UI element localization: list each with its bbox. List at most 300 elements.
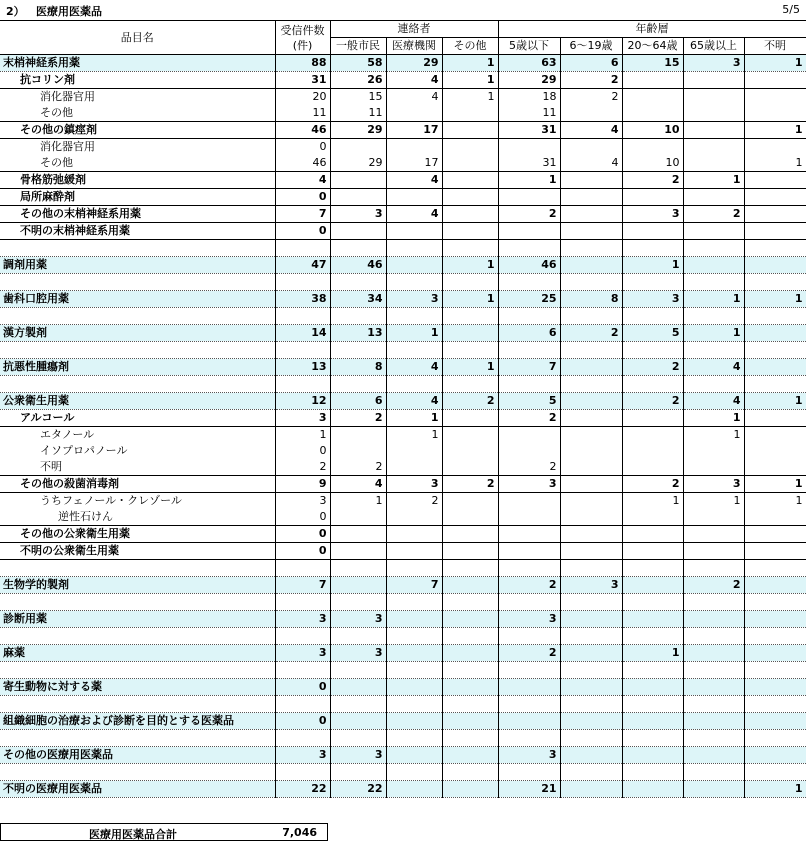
subcategory-row <box>0 223 806 240</box>
cell-age-under5: 3 <box>498 611 560 628</box>
cell-age-20-64: 2 <box>622 476 683 493</box>
cell-age-20-64 <box>622 781 683 798</box>
cell-general-public <box>330 172 386 189</box>
cell-count: 0 <box>275 509 330 526</box>
spacer-cell <box>442 308 498 325</box>
spacer-cell <box>0 628 275 645</box>
cell-age-6-19: 4 <box>560 155 622 172</box>
spacer-cell <box>622 240 683 257</box>
cell-general-public <box>330 223 386 240</box>
row-name: 不明 <box>0 459 275 476</box>
cell-contact-other <box>442 122 498 139</box>
spacer-cell <box>386 240 442 257</box>
spacer-row <box>0 696 806 713</box>
cell-age-unknown <box>744 577 806 594</box>
cell-age-under5: 3 <box>498 747 560 764</box>
row-name: 麻薬 <box>0 645 275 662</box>
cell-age-6-19 <box>560 410 622 427</box>
cell-age-20-64 <box>622 526 683 543</box>
spacer-cell <box>386 594 442 611</box>
cell-general-public <box>330 509 386 526</box>
cell-age-unknown <box>744 543 806 560</box>
spacer-cell <box>386 730 442 747</box>
cell-age-unknown <box>744 139 806 156</box>
cell-age-20-64: 3 <box>622 291 683 308</box>
category-row <box>0 713 806 730</box>
cell-age-under5 <box>498 427 560 444</box>
spacer-cell <box>275 730 330 747</box>
item-row <box>0 493 806 510</box>
spacer-cell <box>560 274 622 291</box>
cell-age-65plus <box>683 611 744 628</box>
row-name: 局所麻酔剤 <box>0 189 275 206</box>
cell-count: 3 <box>275 410 330 427</box>
cell-age-unknown: 1 <box>744 393 806 410</box>
cell-age-65plus <box>683 459 744 476</box>
cell-age-under5: 7 <box>498 359 560 376</box>
item-row <box>0 459 806 476</box>
cell-age-6-19 <box>560 509 622 526</box>
spacer-cell <box>622 662 683 679</box>
spacer-cell <box>386 308 442 325</box>
cell-general-public: 3 <box>330 645 386 662</box>
cell-age-unknown <box>744 89 806 106</box>
subcategory-row <box>0 206 806 223</box>
cell-general-public: 3 <box>330 747 386 764</box>
spacer-cell <box>622 594 683 611</box>
cell-medical-institution: 4 <box>386 89 442 106</box>
section-title: 医療用医薬品 <box>36 5 102 18</box>
row-name: 不明の公衆衛生用薬 <box>0 543 275 560</box>
cell-general-public: 22 <box>330 781 386 798</box>
spacer-cell <box>498 594 560 611</box>
cell-general-public: 11 <box>330 105 386 122</box>
spacer-cell <box>683 240 744 257</box>
cell-age-20-64 <box>622 543 683 560</box>
cell-age-65plus <box>683 155 744 172</box>
cell-general-public: 3 <box>330 206 386 223</box>
cell-medical-institution: 2 <box>386 493 442 510</box>
spacer-row <box>0 628 806 645</box>
cell-age-under5 <box>498 526 560 543</box>
cell-count: 38 <box>275 291 330 308</box>
spacer-cell <box>498 342 560 359</box>
cell-age-under5: 46 <box>498 257 560 274</box>
spacer-cell <box>744 376 806 393</box>
spacer-cell <box>442 274 498 291</box>
spacer-cell <box>498 274 560 291</box>
row-name: 消化器官用 <box>0 139 275 156</box>
cell-general-public <box>330 679 386 696</box>
spacer-cell <box>442 560 498 577</box>
category-row <box>0 645 806 662</box>
cell-age-65plus <box>683 122 744 139</box>
cell-age-unknown: 1 <box>744 493 806 510</box>
cell-contact-other: 1 <box>442 55 498 72</box>
spacer-cell <box>560 594 622 611</box>
cell-general-public <box>330 713 386 730</box>
spacer-cell <box>330 376 386 393</box>
cell-age-unknown <box>744 410 806 427</box>
row-name: 骨格筋弛緩剤 <box>0 172 275 189</box>
spacer-cell <box>683 308 744 325</box>
cell-general-public: 2 <box>330 459 386 476</box>
spacer-cell <box>498 240 560 257</box>
spacer-cell <box>744 308 806 325</box>
cell-medical-institution <box>386 509 442 526</box>
cell-general-public: 29 <box>330 155 386 172</box>
cell-age-65plus: 3 <box>683 476 744 493</box>
cell-age-65plus <box>683 509 744 526</box>
cell-general-public <box>330 526 386 543</box>
category-row <box>0 577 806 594</box>
cell-age-6-19 <box>560 206 622 223</box>
cell-age-6-19 <box>560 172 622 189</box>
cell-age-20-64 <box>622 72 683 89</box>
cell-age-6-19 <box>560 747 622 764</box>
spacer-cell <box>330 662 386 679</box>
spacer-cell <box>683 696 744 713</box>
row-name: うちフェノール・クレゾール <box>0 493 275 510</box>
spacer-cell <box>442 662 498 679</box>
spacer-cell <box>330 560 386 577</box>
cell-age-unknown <box>744 713 806 730</box>
spacer-cell <box>0 560 275 577</box>
cell-count: 11 <box>275 105 330 122</box>
category-row <box>0 291 806 308</box>
cell-age-6-19 <box>560 713 622 730</box>
cell-age-65plus <box>683 257 744 274</box>
cell-contact-other: 2 <box>442 393 498 410</box>
cell-count: 46 <box>275 155 330 172</box>
cell-age-65plus: 1 <box>683 493 744 510</box>
cell-age-unknown <box>744 172 806 189</box>
cell-age-6-19 <box>560 443 622 459</box>
cell-medical-institution <box>386 257 442 274</box>
cell-age-6-19: 4 <box>560 122 622 139</box>
item-row <box>0 509 806 526</box>
spacer-row <box>0 342 806 359</box>
cell-age-unknown <box>744 223 806 240</box>
row-name: アルコール <box>0 410 275 427</box>
cell-age-unknown: 1 <box>744 55 806 72</box>
spacer-cell <box>560 662 622 679</box>
cell-age-under5: 5 <box>498 393 560 410</box>
cell-count: 0 <box>275 223 330 240</box>
cell-count: 0 <box>275 679 330 696</box>
subcategory-row <box>0 189 806 206</box>
cell-count: 3 <box>275 493 330 510</box>
spacer-cell <box>442 764 498 781</box>
row-name: その他の鎮痙剤 <box>0 122 275 139</box>
cell-age-unknown <box>744 611 806 628</box>
spacer-cell <box>330 696 386 713</box>
cell-age-20-64 <box>622 679 683 696</box>
cell-age-6-19 <box>560 393 622 410</box>
spacer-cell <box>498 376 560 393</box>
spacer-cell <box>683 274 744 291</box>
spacer-cell <box>622 764 683 781</box>
cell-age-65plus <box>683 105 744 122</box>
cell-age-65plus <box>683 443 744 459</box>
cell-age-6-19 <box>560 645 622 662</box>
cell-contact-other <box>442 155 498 172</box>
spacer-cell <box>275 376 330 393</box>
spacer-cell <box>330 628 386 645</box>
cell-age-6-19 <box>560 493 622 510</box>
spacer-cell <box>275 560 330 577</box>
spacer-cell <box>683 342 744 359</box>
cell-age-65plus <box>683 223 744 240</box>
row-name: 抗コリン剤 <box>0 72 275 89</box>
spacer-cell <box>498 662 560 679</box>
cell-medical-institution <box>386 713 442 730</box>
cell-age-6-19: 8 <box>560 291 622 308</box>
cell-count: 0 <box>275 443 330 459</box>
subcategory-row <box>0 72 806 89</box>
row-name: 公衆衛生用薬 <box>0 393 275 410</box>
spacer-cell <box>498 628 560 645</box>
spacer-row <box>0 308 806 325</box>
cell-age-65plus <box>683 645 744 662</box>
cell-count: 3 <box>275 611 330 628</box>
cell-age-65plus <box>683 679 744 696</box>
cell-contact-other <box>442 645 498 662</box>
cell-contact-other <box>442 427 498 444</box>
col-count-header <box>275 21 330 55</box>
category-row <box>0 747 806 764</box>
cell-age-6-19 <box>560 359 622 376</box>
cell-medical-institution: 4 <box>386 172 442 189</box>
item-row <box>0 155 806 172</box>
cell-age-6-19 <box>560 611 622 628</box>
spacer-cell <box>0 730 275 747</box>
cell-age-65plus <box>683 526 744 543</box>
cell-age-under5: 2 <box>498 645 560 662</box>
spacer-cell <box>330 308 386 325</box>
col-age-6-19: 6～19歳 <box>560 38 622 55</box>
spacer-cell <box>330 274 386 291</box>
spacer-cell <box>275 696 330 713</box>
cell-age-under5: 6 <box>498 325 560 342</box>
category-row <box>0 393 806 410</box>
spacer-cell <box>442 730 498 747</box>
spacer-cell <box>744 696 806 713</box>
cell-age-unknown <box>744 105 806 122</box>
cell-age-20-64 <box>622 509 683 526</box>
row-name: その他の末梢神経系用薬 <box>0 206 275 223</box>
spacer-cell <box>560 560 622 577</box>
row-name: 末梢神経系用薬 <box>0 55 275 72</box>
spacer-cell <box>442 628 498 645</box>
spacer-cell <box>442 594 498 611</box>
contact-group-header: 連絡者 <box>330 21 498 38</box>
row-name: 診断用薬 <box>0 611 275 628</box>
cell-age-under5 <box>498 443 560 459</box>
data-table <box>0 20 806 798</box>
cell-age-6-19 <box>560 223 622 240</box>
category-row <box>0 611 806 628</box>
cell-medical-institution <box>386 223 442 240</box>
spacer-cell <box>330 764 386 781</box>
cell-contact-other: 1 <box>442 359 498 376</box>
cell-age-under5 <box>498 713 560 730</box>
cell-count: 12 <box>275 393 330 410</box>
row-name: 消化器官用 <box>0 89 275 106</box>
cell-age-65plus: 1 <box>683 291 744 308</box>
cell-contact-other <box>442 189 498 206</box>
spacer-cell <box>442 240 498 257</box>
spacer-cell <box>560 342 622 359</box>
cell-age-unknown <box>744 679 806 696</box>
cell-age-20-64 <box>622 189 683 206</box>
subcategory-row <box>0 526 806 543</box>
spacer-row <box>0 730 806 747</box>
cell-general-public <box>330 427 386 444</box>
cell-age-6-19 <box>560 679 622 696</box>
cell-medical-institution <box>386 105 442 122</box>
cell-general-public: 29 <box>330 122 386 139</box>
cell-medical-institution: 4 <box>386 359 442 376</box>
category-row <box>0 679 806 696</box>
cell-medical-institution <box>386 543 442 560</box>
cell-medical-institution: 1 <box>386 427 442 444</box>
cell-medical-institution <box>386 747 442 764</box>
cell-age-20-64: 2 <box>622 172 683 189</box>
cell-age-65plus <box>683 713 744 730</box>
cell-contact-other <box>442 747 498 764</box>
row-name: 組織細胞の治療および診断を目的とする医薬品 <box>0 713 275 730</box>
subcategory-row <box>0 410 806 427</box>
cell-age-unknown <box>744 443 806 459</box>
subcategory-row <box>0 543 806 560</box>
cell-contact-other: 1 <box>442 257 498 274</box>
cell-age-6-19 <box>560 459 622 476</box>
spacer-cell <box>622 696 683 713</box>
spacer-row <box>0 662 806 679</box>
cell-general-public: 4 <box>330 476 386 493</box>
spacer-cell <box>275 594 330 611</box>
cell-age-65plus <box>683 139 744 156</box>
spacer-cell <box>0 662 275 679</box>
cell-count: 4 <box>275 172 330 189</box>
cell-age-under5: 18 <box>498 89 560 106</box>
row-name: 不明の末梢神経系用薬 <box>0 223 275 240</box>
cell-medical-institution: 1 <box>386 325 442 342</box>
cell-count: 88 <box>275 55 330 72</box>
cell-age-65plus: 2 <box>683 577 744 594</box>
spacer-cell <box>683 662 744 679</box>
cell-age-65plus: 4 <box>683 393 744 410</box>
spacer-cell <box>560 308 622 325</box>
cell-medical-institution <box>386 459 442 476</box>
cell-general-public <box>330 139 386 156</box>
spacer-cell <box>683 628 744 645</box>
col-age-under5: 5歳以下 <box>498 38 560 55</box>
cell-medical-institution <box>386 443 442 459</box>
spacer-cell <box>744 764 806 781</box>
cell-age-20-64 <box>622 105 683 122</box>
cell-age-6-19 <box>560 781 622 798</box>
grand-total-value: 7,046 <box>282 826 317 839</box>
cell-age-under5: 1 <box>498 172 560 189</box>
cell-contact-other <box>442 105 498 122</box>
cell-age-20-64: 10 <box>622 155 683 172</box>
cell-age-6-19 <box>560 427 622 444</box>
cell-age-20-64 <box>622 713 683 730</box>
spacer-cell <box>275 764 330 781</box>
cell-age-65plus: 1 <box>683 410 744 427</box>
spacer-cell <box>683 560 744 577</box>
cell-count: 13 <box>275 359 330 376</box>
cell-age-20-64 <box>622 223 683 240</box>
cell-age-65plus: 2 <box>683 206 744 223</box>
spacer-cell <box>744 628 806 645</box>
spacer-cell <box>330 342 386 359</box>
cell-contact-other <box>442 459 498 476</box>
cell-general-public: 58 <box>330 55 386 72</box>
cell-count: 46 <box>275 122 330 139</box>
spacer-cell <box>386 560 442 577</box>
cell-contact-other: 1 <box>442 72 498 89</box>
cell-contact-other <box>442 223 498 240</box>
cell-count: 47 <box>275 257 330 274</box>
spacer-cell <box>0 274 275 291</box>
cell-age-under5 <box>498 139 560 156</box>
page-number: 5/5 <box>782 3 800 16</box>
cell-age-65plus <box>683 543 744 560</box>
cell-age-6-19: 2 <box>560 325 622 342</box>
cell-age-unknown: 1 <box>744 155 806 172</box>
cell-general-public <box>330 577 386 594</box>
cell-age-20-64 <box>622 139 683 156</box>
cell-age-unknown <box>744 359 806 376</box>
cell-age-under5 <box>498 223 560 240</box>
col-count-line1: 受信件数 <box>280 23 325 37</box>
cell-age-under5: 2 <box>498 410 560 427</box>
item-row <box>0 443 806 459</box>
spacer-cell <box>0 308 275 325</box>
cell-count: 0 <box>275 139 330 156</box>
cell-medical-institution: 4 <box>386 206 442 223</box>
spacer-cell <box>683 594 744 611</box>
cell-contact-other: 1 <box>442 89 498 106</box>
cell-age-20-64: 15 <box>622 55 683 72</box>
spacer-cell <box>498 308 560 325</box>
cell-age-unknown <box>744 526 806 543</box>
cell-age-6-19: 2 <box>560 89 622 106</box>
spacer-cell <box>498 696 560 713</box>
cell-medical-institution <box>386 781 442 798</box>
row-name: 歯科口腔用薬 <box>0 291 275 308</box>
cell-age-under5: 29 <box>498 72 560 89</box>
spacer-cell <box>0 342 275 359</box>
spacer-cell <box>744 560 806 577</box>
subcategory-row <box>0 172 806 189</box>
cell-medical-institution <box>386 526 442 543</box>
item-row <box>0 89 806 106</box>
col-age-65plus: 65歳以上 <box>683 38 744 55</box>
cell-age-20-64 <box>622 459 683 476</box>
spacer-cell <box>744 730 806 747</box>
cell-age-under5 <box>498 189 560 206</box>
cell-contact-other: 1 <box>442 291 498 308</box>
cell-contact-other: 2 <box>442 476 498 493</box>
category-row <box>0 781 806 798</box>
cell-age-20-64 <box>622 611 683 628</box>
spacer-cell <box>442 342 498 359</box>
cell-age-unknown <box>744 325 806 342</box>
